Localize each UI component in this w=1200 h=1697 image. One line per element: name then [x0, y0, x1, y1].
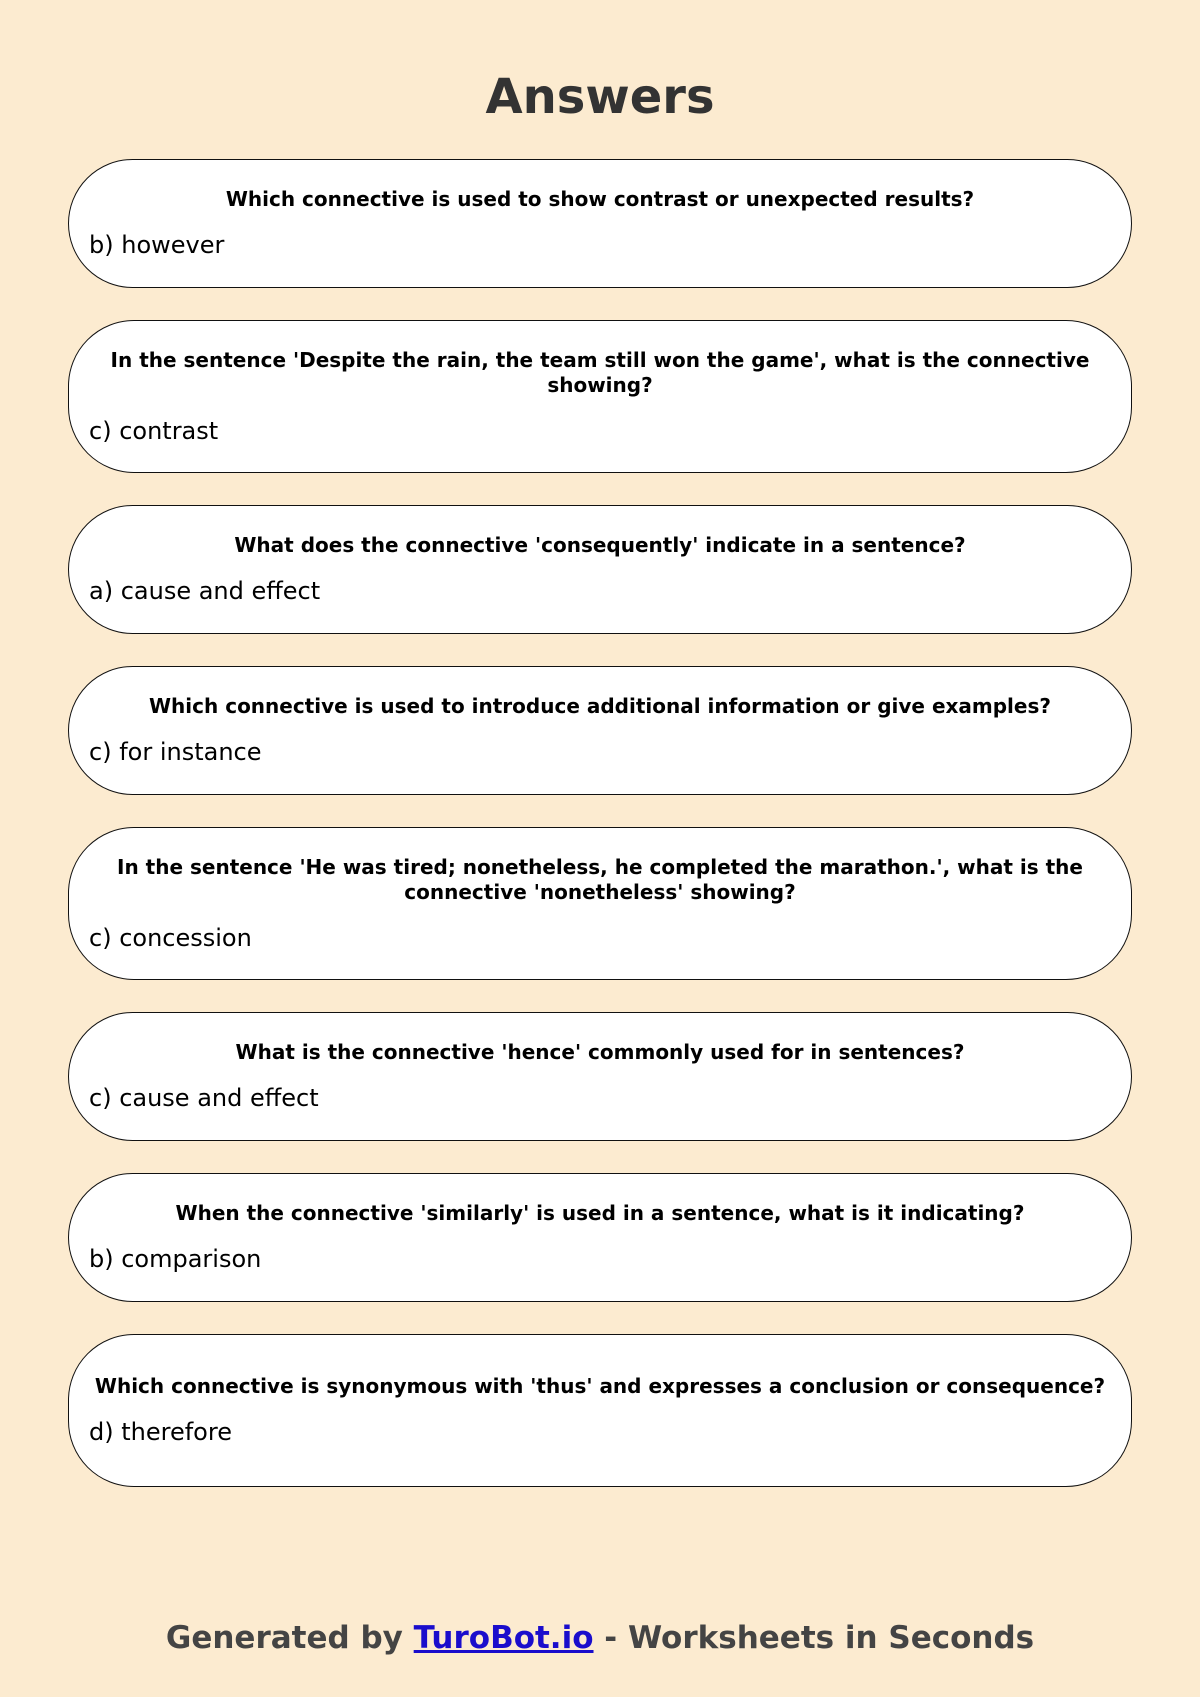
- question-text: Which connective is used to introduce additional information or give examples?: [149, 694, 1051, 718]
- answer-card-7: [68, 1173, 1132, 1302]
- answer-card-1: [68, 159, 1132, 288]
- question-text: In the sentence 'Despite the rain, the team still won the game', what is the connective showing?: [110, 347, 1090, 397]
- answer-text: c) concession: [89, 923, 252, 952]
- answer-text: c) for instance: [89, 738, 262, 766]
- answer-text: c) cause and effect: [89, 1084, 319, 1112]
- question-text: Which connective is used to show contrast or unexpected results?: [225, 187, 975, 211]
- answer-card-2: [68, 320, 1132, 473]
- question-text: In the sentence 'He was tired; nonetheless, he completed the marathon.', what is the connective 'nonetheless' showing?: [117, 854, 1083, 904]
- footer-suffix: - Worksheets in Seconds: [593, 1620, 1035, 1656]
- question-text: When the connective 'similarly' is used in a sentence, what is it indicating?: [175, 1201, 1025, 1225]
- answer-text: b) comparison: [89, 1245, 262, 1273]
- answer-text: d) therefore: [89, 1418, 232, 1446]
- footer: [0, 1616, 1200, 1660]
- question-text: What is the connective 'hence' commonly used for in sentences?: [235, 1040, 965, 1064]
- answer-card-5: [68, 827, 1132, 980]
- answer-card-4: [68, 666, 1132, 795]
- answers-list: [68, 159, 1132, 1519]
- answer-card-8: [68, 1334, 1132, 1487]
- answer-card-6: [68, 1012, 1132, 1141]
- question-text: What does the connective 'consequently' indicate in a sentence?: [234, 533, 966, 557]
- footer-prefix: Generated by: [165, 1620, 414, 1656]
- answer-text: c) contrast: [89, 416, 219, 445]
- question-text: Which connective is synonymous with 'thus' and expresses a conclusion or consequence?: [94, 1374, 1106, 1398]
- answer-text: a) cause and effect: [89, 577, 321, 605]
- answer-card-3: [68, 505, 1132, 634]
- answer-text: b) however: [89, 231, 225, 259]
- turobot-link[interactable]: TuroBot.io: [413, 1620, 594, 1656]
- page-title: Answers: [485, 69, 715, 125]
